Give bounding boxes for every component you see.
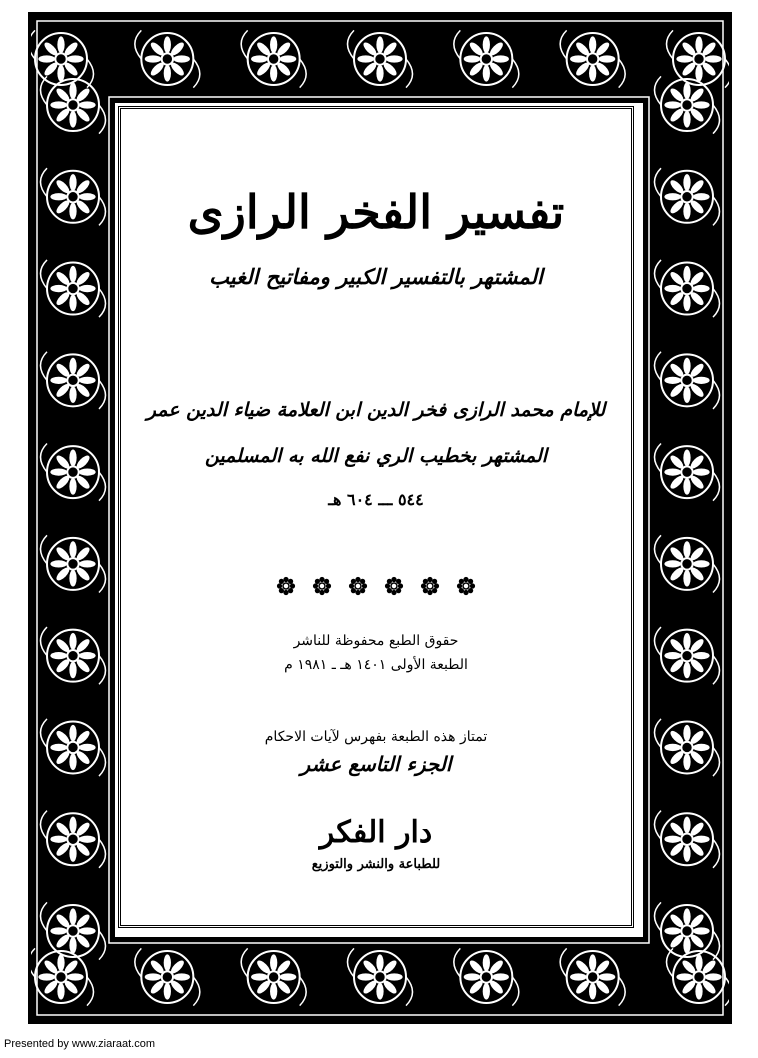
footer-credit: Presented by www.ziaraat.com <box>4 1038 156 1050</box>
book-title: تفسير الفخر الرازى <box>187 185 565 239</box>
publisher-tagline: للطباعة والنشر والتوزيع <box>311 857 441 872</box>
copyright-notice: حقوق الطبع محفوظة للناشر <box>293 633 459 649</box>
book-subtitle: المشتهر بالتفسير الكبير ومفاتيح الغيب <box>209 264 543 289</box>
floral-star-icon <box>383 575 405 597</box>
author-dates: ٥٤٤ ـــ ٦٠٤ هـ <box>328 490 424 509</box>
edition-feature: تمتاز هذه الطبعة بفهرس لآيات الاحكام <box>264 729 488 745</box>
floral-star-icon <box>419 575 441 597</box>
floral-star-icon <box>347 575 369 597</box>
title-page-panel <box>118 106 634 928</box>
volume-number: الجزء التاسع عشر <box>300 752 452 776</box>
author-line-1: للإمام محمد الرازى فخر الدين ابن العلامة ضياء الدين عمر <box>146 399 606 421</box>
publisher-name: دار الفكر <box>319 815 433 850</box>
floral-star-icon <box>275 575 297 597</box>
ornament-row <box>121 575 631 597</box>
floral-star-icon <box>311 575 333 597</box>
floral-star-icon <box>455 575 477 597</box>
edition-info: الطبعة الأولى ١٤٠١ هـ ـ ١٩٨١ م <box>284 657 468 673</box>
author-line-2: المشتهر بخطيب الري نفع الله به المسلمين <box>204 445 548 467</box>
